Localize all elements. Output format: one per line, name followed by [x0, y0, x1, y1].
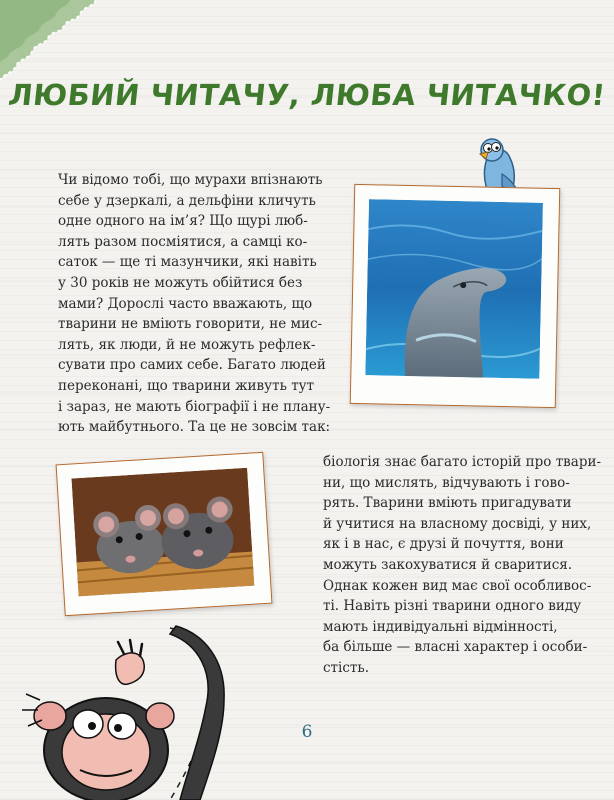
dolphin-image	[365, 199, 543, 379]
text-line: й учитися на власному досвіді, у них,	[323, 515, 592, 532]
page-number: 6	[301, 722, 313, 742]
text-line: як і в нас, є друзі й почуття, вони	[323, 536, 564, 553]
text-line: сувати про самих себе. Багато людей	[58, 357, 326, 374]
page-title: ЛЮБИЙ ЧИТАЧУ, ЛЮБА ЧИТАЧКО!	[6, 78, 608, 112]
text-line: себе у дзеркалі, а дельфіни кличуть	[58, 192, 316, 209]
rats-image	[71, 468, 254, 597]
text-line: і зараз, не мають біографії і не плану-	[58, 398, 331, 415]
text-line: біологія знає багато історій про твари-	[323, 454, 602, 470]
text-line: тварини не вміють говорити, не мис-	[58, 316, 323, 333]
text-line: ба більше — власні характер і особи-	[323, 639, 588, 656]
text-line: саток — ще ті мазунчики, які навіть	[58, 254, 317, 271]
continuation-paragraph	[323, 452, 601, 679]
text-line: стість.	[323, 659, 370, 676]
text-line: можуть закохуватися й сваритися.	[323, 556, 573, 573]
dolphin-photo	[350, 184, 561, 408]
text-line: лять разом посміятися, а самці ко-	[58, 233, 308, 250]
text-line: Чи відомо тобі, що мурахи впізнають	[58, 172, 323, 188]
text-line: мами? Дорослі часто вважають, що	[58, 295, 313, 312]
monkey-icon	[20, 620, 235, 800]
intro-paragraph	[58, 170, 330, 438]
text-line: мають індивідуальні відмінності,	[323, 618, 558, 635]
text-line: Однак кожен вид має свої особливос-	[323, 577, 592, 594]
text-line: лять, як люди, й не можуть рефлек-	[58, 336, 316, 353]
leaf-corner-icon	[0, 0, 100, 90]
text-line: ті. Навіть різні тварини одного виду	[323, 598, 582, 615]
text-line: одне одного на ім’я? Що щурі люб-	[58, 213, 308, 230]
text-line: переконані, що тварини живуть тут	[58, 377, 315, 394]
text-line: у 30 років не можуть обійтися без	[58, 274, 303, 291]
text-line: ни, що мислять, відчувають і гово-	[323, 474, 570, 491]
text-line: ють майбутнього. Та це не зовсім так:	[58, 419, 331, 436]
text-line: рять. Тварини вміють пригадувати	[323, 495, 572, 512]
rats-photo	[56, 452, 273, 616]
